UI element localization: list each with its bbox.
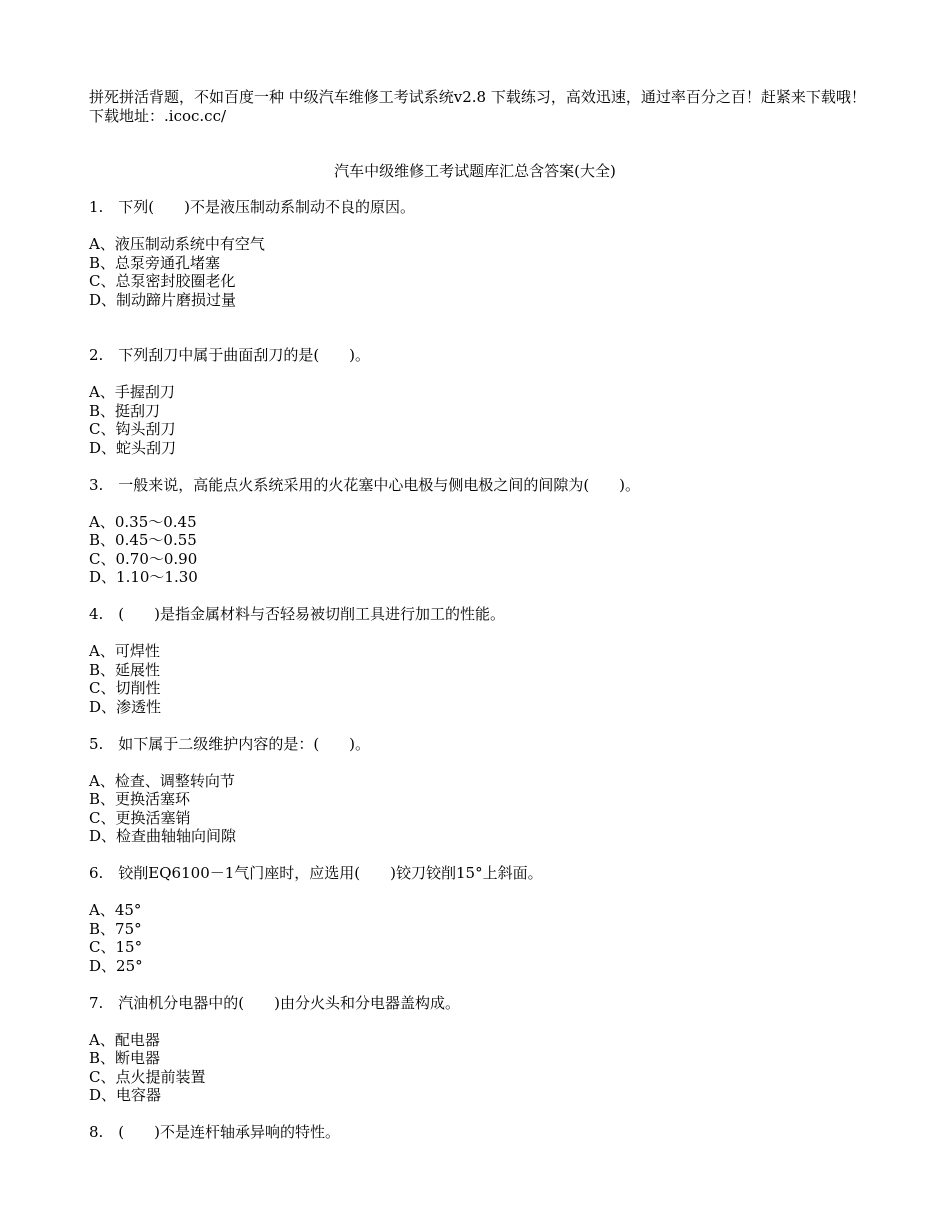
option-d: D、检查曲轴轴向间隙 [89, 827, 237, 845]
question-3 [89, 476, 889, 587]
option-d: D、蛇头刮刀 [89, 438, 177, 457]
option-d: D、1.10～1.30 [89, 568, 198, 586]
option-a: A、配电器 [89, 1030, 160, 1049]
option-b: B、更换活塞环 [89, 790, 191, 808]
question-5 [89, 735, 889, 846]
question-stem: 4. ( )是指金属材料与否轻易被切削工具进行加工的性能。 [89, 605, 506, 623]
option-c: C、钩头刮刀 [89, 420, 176, 438]
option-d: D、电容器 [89, 1086, 162, 1104]
option-a: A、0.35～0.45 [89, 512, 197, 531]
question-6 [89, 864, 889, 975]
option-c: C、总泵密封胶圈老化 [89, 272, 236, 290]
option-c: C、更换活塞销 [89, 808, 191, 827]
intro-block [89, 88, 869, 125]
option-d: D、25° [89, 956, 143, 975]
option-b: B、75° [89, 919, 142, 938]
question-stem: 7. 汽油机分电器中的( )由分火头和分电器盖构成。 [89, 993, 461, 1012]
download-address: 下载地址：.icoc.cc/ [89, 106, 227, 125]
question-stem: 3. 一般来说，高能点火系统采用的火花塞中心电极与侧电极之间的间隙为( )。 [89, 475, 641, 494]
option-b: B、挺刮刀 [89, 401, 161, 420]
option-c: C、0.70～0.90 [89, 549, 198, 568]
option-b: B、断电器 [89, 1049, 161, 1067]
option-b: B、总泵旁通孔堵塞 [89, 253, 221, 272]
question-stem: 6. 铰削EQ6100－1气门座时，应选用( )铰刀铰削15°上斜面。 [89, 864, 543, 882]
question-stem: 2. 下列刮刀中属于曲面刮刀的是( )。 [89, 346, 371, 364]
question-stem: 5. 如下属于二级维护内容的是：( )。 [89, 734, 371, 753]
option-c: C、15° [89, 938, 143, 956]
question-stem: 8. ( )不是连杆轴承异响的特性。 [89, 1123, 341, 1141]
question-7 [89, 994, 889, 1105]
option-c: C、点火提前装置 [89, 1067, 206, 1086]
option-a: A、手握刮刀 [89, 383, 175, 401]
option-a: A、45° [89, 901, 142, 919]
option-a: A、液压制动系统中有空气 [89, 235, 265, 253]
option-b: B、0.45～0.55 [89, 531, 197, 549]
question-list [89, 198, 889, 1160]
question-stem: 1. 下列( )不是液压制动系制动不良的原因。 [89, 198, 416, 216]
question-1 [89, 198, 889, 309]
option-b: B、延展性 [89, 660, 161, 679]
question-8 [89, 1123, 889, 1142]
question-4 [89, 605, 889, 716]
option-c: C、切削性 [89, 679, 161, 697]
document-title: 汽车中级维修工考试题库汇总含答案(大全) [334, 162, 616, 180]
option-d: D、渗透性 [89, 697, 162, 716]
intro-text: 拼死拼活背题，不如百度一种 中级汽车维修工考试系统v2.8 下载练习，高效迅速，通过率百分之百！赶紧来下载哦！ [89, 88, 866, 106]
question-2 [89, 346, 889, 457]
option-d: D、制动蹄片磨损过量 [89, 290, 237, 309]
option-a: A、检查、调整转向节 [89, 771, 235, 790]
option-a: A、可焊性 [89, 642, 160, 660]
